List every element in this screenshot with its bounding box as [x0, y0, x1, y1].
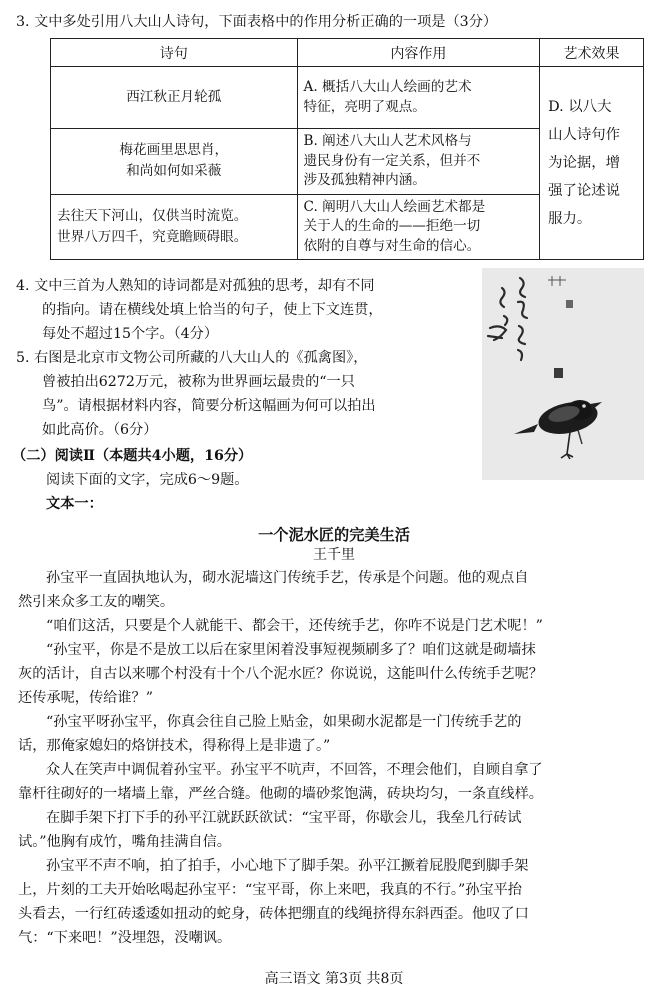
function-line: A. 概括八大山人绘画的艺术	[303, 79, 472, 95]
q5-line: 如此高价。（6分）	[42, 422, 158, 438]
article-line: 头看去，一行红砖逶逶如扭动的蛇身，砖体把绷直的线绳挤得东斜西歪。他叹了口	[18, 906, 529, 922]
article-line: 然引来众多工友的嘲笑。	[18, 594, 175, 610]
article-line: 气：“下来吧！”没埋怨，没嘲讽。	[18, 930, 232, 946]
poem-line: 西江秋正月轮孤	[126, 89, 222, 105]
article-line: 灰的活计，自古以来哪个村没有十个八个泥水匠？你说说，这能叫什么传统手艺呢？	[18, 666, 543, 682]
article-title: 一个泥水匠的完美生活	[258, 526, 410, 544]
function-line: 依附的自尊与对生命的信心。	[303, 237, 481, 254]
function-line: 关于人的生命的——拒绝一切	[303, 218, 481, 234]
effect-line: 为论据，增	[548, 155, 621, 171]
article-line: 话，那俺家媳妇的烙饼技术，得称得上是非遗了。”	[18, 738, 331, 754]
function-line: C. 阐明八大山人绘画艺术都是	[303, 198, 486, 215]
article-line: 上，片刻的工夫开始吆喝起孙宝平：“宝平哥，你上来吧，我真的不行。”孙宝平抬	[18, 882, 522, 898]
article-line: 还传承呢，传给谁？”	[18, 690, 153, 706]
table-header-effect: 艺术效果	[540, 39, 644, 67]
q4-line: 每处不超过15个字。（4分）	[42, 326, 219, 342]
function-line: B. 阐述八大山人艺术风格与	[303, 133, 472, 149]
article-line: 孙宝平一直固执地认为，砌水泥墙这门传统手艺，传承是个问题。他的观点自	[46, 570, 529, 586]
function-line: 涉及孤独精神内涵。	[303, 172, 426, 188]
effect-line: 山人诗句作	[548, 127, 621, 143]
table-poem-cell	[51, 129, 298, 195]
table-header-function: 内容作用	[297, 39, 540, 67]
bird-painting-image	[482, 268, 644, 480]
table-function-cell	[297, 194, 540, 260]
table-effect-cell	[540, 67, 644, 260]
function-line: 遗民身份有一定关系，但并不	[303, 152, 481, 169]
q3-table	[50, 38, 644, 260]
section-instruction: 阅读下面的文字，完成6～9题。	[46, 472, 249, 488]
page-footer: 高三语文 第3页 共8页	[264, 971, 404, 987]
poem-line: 和尚如何如采薇	[126, 163, 222, 180]
article-line: “咱们这活，只要是个人就能干、都会干，还传统手艺，你咋不说是门艺术呢！”	[46, 618, 543, 634]
table-poem-cell	[51, 194, 298, 260]
effect-line: D. 以八大	[548, 99, 612, 115]
q5-line: 鸟”。请根据材料内容，简要分析这幅画为何可以拍出	[42, 398, 376, 414]
q5-line: 5. 右图是北京市文物公司所藏的八大山人的《孤禽图》，	[16, 350, 368, 366]
poem-line: 梅花画里思思肖，	[119, 142, 229, 159]
function-line: 特征，亮明了观点。	[303, 98, 426, 115]
q5-line: 曾被拍出6272万元，被称为世界画坛最贵的“一只	[42, 374, 355, 390]
q3-stem: 3. 文中多处引用八大山人诗句，下面表格中的作用分析正确的一项是（3分）	[16, 14, 498, 30]
article-line: 试。”他胸有成竹，嘴角挂满自信。	[18, 834, 231, 850]
text-label: 文本一：	[46, 496, 103, 512]
article-line: 靠杆往砌好的一堵墙上靠，严丝合缝。他砌的墙砂浆饱满，砖块均匀，一条直线样。	[18, 786, 543, 802]
q4-line: 的指向。请在横线处填上恰当的句子，使上下文连贯，	[42, 302, 383, 318]
article-line: “孙宝平，你是不是放工以后在家里闲着没事短视频刷多了？咱们这就是砌墙抹	[46, 642, 536, 658]
bird-painting-icon	[482, 268, 644, 480]
poem-line: 去往天下河山，仅供当时流览。	[57, 207, 248, 224]
q4-line: 4. 文中三首为人熟知的诗词都是对孤独的思考，却有不同	[16, 278, 375, 294]
effect-line: 强了论述说	[548, 183, 621, 199]
article-author: 王千里	[313, 547, 355, 563]
effect-line: 服力。	[548, 211, 592, 227]
section-heading: （二）阅读Ⅱ（本题共4小题，16分）	[12, 448, 253, 464]
article-line: “孙宝平呀孙宝平，你真会往自己脸上贴金，如果砌水泥都是一门传统手艺的	[46, 714, 522, 730]
article-line: 众人在笑声中调侃着孙宝平。孙宝平不吭声，不回答，不理会他们，自顾自拿了	[46, 762, 543, 778]
poem-line: 世界八万四千，究竟瞻顾碍眼。	[57, 228, 248, 245]
table-function-cell	[297, 129, 540, 195]
table-poem-cell	[51, 67, 298, 129]
table-function-cell	[297, 67, 540, 129]
article-line: 在脚手架下打下手的孙平江就跃跃欲试：“宝平哥，你歇会儿，我垒几行砖试	[46, 810, 522, 826]
article-line: 孙宝平不声不响，拍了拍手，小心地下了脚手架。孙平江撅着屁股爬到脚手架	[46, 858, 529, 874]
table-header-poem: 诗句	[51, 39, 298, 67]
